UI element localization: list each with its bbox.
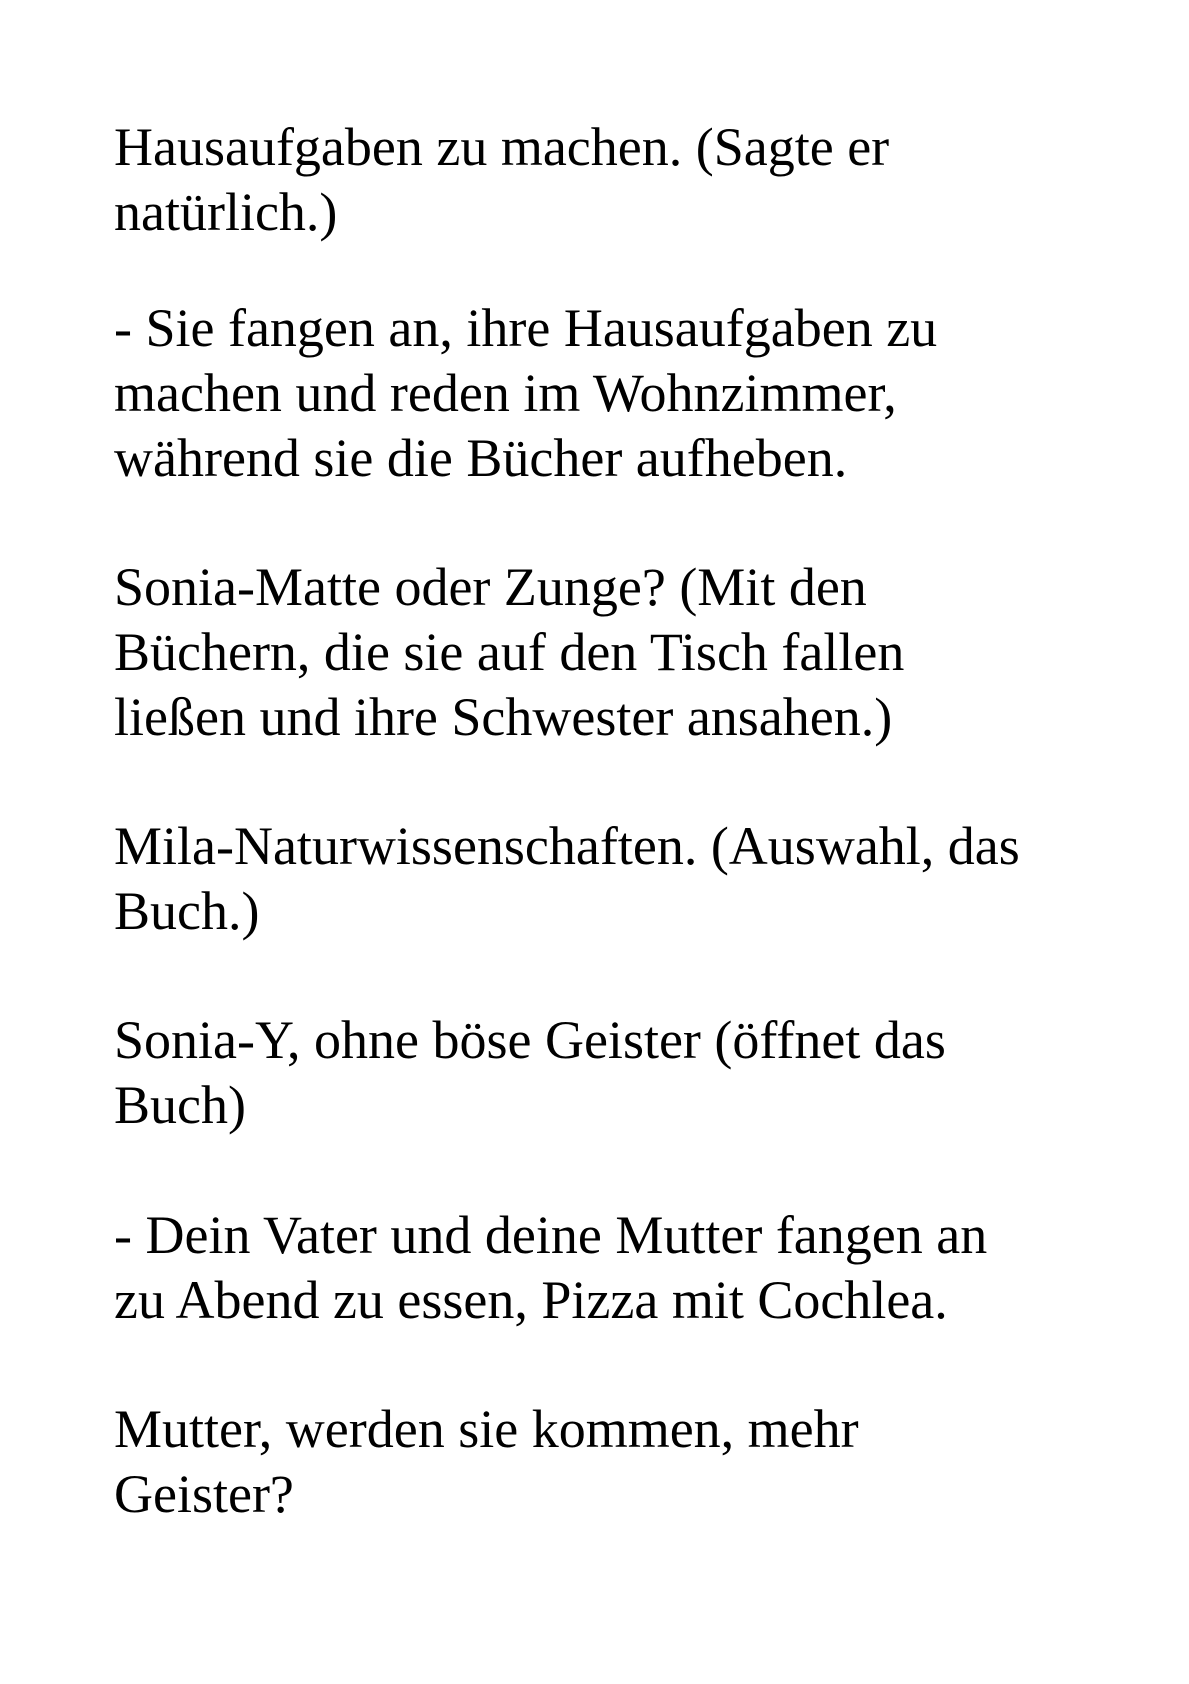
paragraph-3 bbox=[114, 555, 1104, 750]
paragraph-6 bbox=[114, 1203, 1104, 1333]
text-line: während sie die Bücher aufheben. bbox=[114, 428, 848, 488]
text-line: Mila-Naturwissenschaften. (Auswahl, das bbox=[114, 816, 1020, 876]
text-line: zu Abend zu essen, Pizza mit Cochlea. bbox=[114, 1270, 948, 1330]
paragraph-2 bbox=[114, 296, 1104, 491]
paragraph-4 bbox=[114, 814, 1104, 944]
text-line: Sonia-Y, ohne böse Geister (öffnet das bbox=[114, 1010, 946, 1070]
text-line: Buch) bbox=[114, 1075, 246, 1135]
paragraph-7 bbox=[114, 1397, 1104, 1527]
text-line: Buch.) bbox=[114, 881, 260, 941]
text-line: Mutter, werden sie kommen, mehr bbox=[114, 1399, 859, 1459]
text-line: Hausaufgaben zu machen. (Sagte er bbox=[114, 117, 890, 177]
text-line: ließen und ihre Schwester ansahen.) bbox=[114, 687, 893, 747]
paragraph-1 bbox=[114, 115, 1104, 245]
text-line: Sonia-Matte oder Zunge? (Mit den bbox=[114, 557, 867, 617]
paragraph-5 bbox=[114, 1008, 1104, 1138]
text-line: machen und reden im Wohnzimmer, bbox=[114, 363, 897, 423]
text-line: Geister? bbox=[114, 1464, 294, 1524]
text-line: - Dein Vater und deine Mutter fangen an bbox=[114, 1205, 988, 1265]
text-line: natürlich.) bbox=[114, 182, 338, 242]
text-line: Büchern, die sie auf den Tisch fallen bbox=[114, 622, 905, 682]
text-line: - Sie fangen an, ihre Hausaufgaben zu bbox=[114, 298, 938, 358]
